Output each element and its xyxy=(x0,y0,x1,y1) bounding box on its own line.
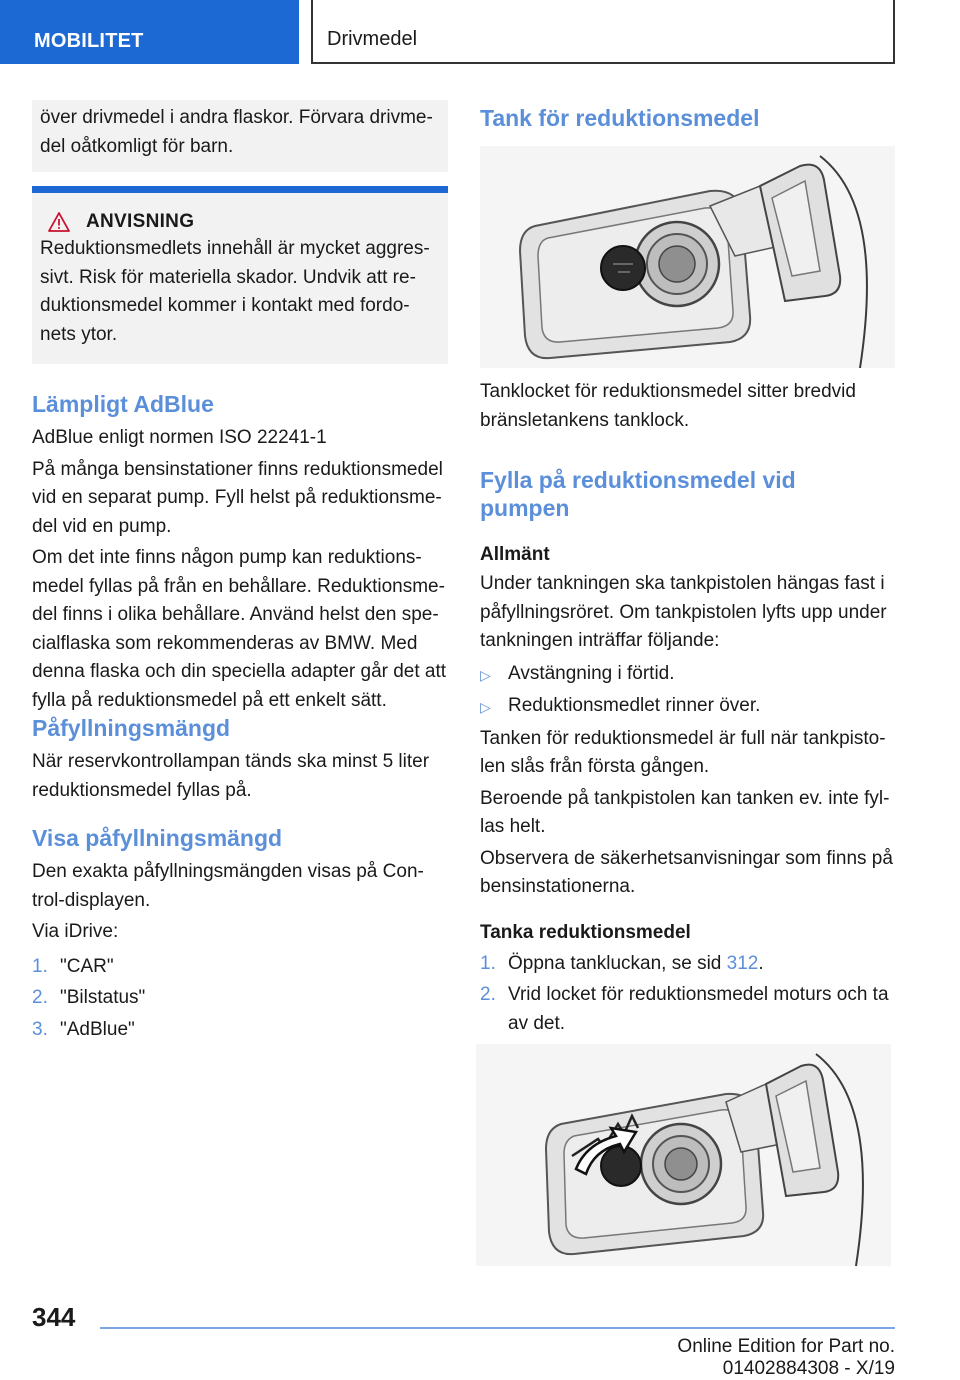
section-fill-at-pump xyxy=(480,466,896,1038)
notice-title: ANVISNING xyxy=(86,211,195,232)
tank-caption: Tanklocket för reduktionsmedel sitter bredvid bränsletankens tanklock. xyxy=(480,381,856,431)
paragraph-tank-full: Tanken för reduktionsmedel är full när tankpisto-len slås från första gången. xyxy=(480,727,886,777)
tank-cap-illustration xyxy=(480,146,895,368)
heading-fill-amount: Påfyllningsmängd xyxy=(32,715,231,741)
remove-cap-illustration xyxy=(476,1044,891,1266)
figure-tank-cap xyxy=(480,146,895,368)
step-text xyxy=(508,950,764,979)
list-item xyxy=(480,981,896,1038)
heading-show-fill-amount: Visa påfyllningsmängd xyxy=(32,825,283,851)
step-number: 1. xyxy=(32,955,48,977)
list-item xyxy=(32,1016,448,1045)
section-fill-amount xyxy=(32,714,448,805)
bullet-triangle-icon: ▷ xyxy=(480,666,491,683)
warning-triangle-icon xyxy=(48,212,70,232)
list-item xyxy=(32,953,448,982)
header-chapter-label: Drivmedel xyxy=(327,28,418,50)
header-chapter-tab xyxy=(311,0,895,64)
figure-remove-cap xyxy=(476,1044,891,1266)
step-text: "Bilstatus" xyxy=(60,987,146,1008)
continued-warning-box xyxy=(32,100,448,172)
paragraph-safety: Observera de säkerhetsanvisningar som finns på bensinstationerna. xyxy=(480,847,893,897)
list-item xyxy=(32,984,448,1013)
page-number: 344 xyxy=(32,1302,76,1332)
step-text: "CAR" xyxy=(60,955,114,977)
paragraph-fill-amount: När reservkontrollampan tänds ska minst 5 liter reduktionsmedel fyllas på. xyxy=(32,751,430,801)
section-show-fill-amount xyxy=(32,824,448,1044)
step-number: 3. xyxy=(32,1018,48,1040)
bullet-triangle-icon: ▷ xyxy=(480,699,491,715)
page-reference-link[interactable]: 312 xyxy=(726,952,759,974)
idrive-steps xyxy=(32,953,448,1045)
bullet-text: Avstängning i förtid. xyxy=(508,662,675,684)
heading-line-2: pumpen xyxy=(480,495,570,521)
heading-adblue: Lämpligt AdBlue xyxy=(32,391,214,417)
list-item xyxy=(480,660,896,690)
paragraph-idrive: Via iDrive: xyxy=(32,921,119,942)
paragraph-pump: På många bensinstationer finns reduktionsmedel vid en separat pump. Fyll helst på reduktionsme-del vid en pump. xyxy=(32,458,443,537)
paragraph-container: Om det inte finns någon pump kan reduktions-medel fyllas på från en behållare. Reduktionsme-del finns i olika behållare. Använd helst den spe-cialflaska som rekommenderas av BMW. Med denna flaska och din speciella adapter går det att fylla på reduktionsmedel på ett enkelt sätt. xyxy=(32,547,447,711)
continued-warning-text: över drivmedel i andra flaskor. Förvara drivme-del oåtkomligt för barn. xyxy=(40,107,433,157)
step-text-main: Öppna tankluckan, se sid xyxy=(508,952,727,974)
subheading-general: Allmänt xyxy=(480,544,550,565)
heading-fill-at-pump xyxy=(480,466,896,522)
consequence-list xyxy=(480,660,896,722)
heading-tank: Tank för reduktionsmedel xyxy=(480,105,760,131)
step-text-end: . xyxy=(758,952,764,974)
refuel-steps xyxy=(480,950,896,1039)
paragraph-nozzle: Under tankningen ska tankpistolen hängas fast i påfyllningsröret. Om tankpistolen lyfts upp under tankningen inträffar följande: xyxy=(480,573,887,651)
subheading-refuel: Tanka reduktionsmedel xyxy=(480,921,691,943)
step-text: "AdBlue" xyxy=(60,1018,135,1040)
step-number: 1. xyxy=(480,952,496,974)
footer-divider xyxy=(100,1327,895,1329)
list-item xyxy=(480,950,896,979)
notice-text: Reduktionsmedlets innehåll är mycket aggres-sivt. Risk för materiella skador. Undvik att re-duktionsmedel kommer i kontakt med fordo-nets ytor. xyxy=(40,238,430,345)
paragraph-display: Den exakta påfyllningsmängden visas på Con-trol-displayen. xyxy=(32,861,424,911)
step-text: Vrid locket för reduktionsmedel moturs och ta av det. xyxy=(508,984,889,1034)
footer-edition: Online Edition for Part no. 01402884308 - X/19 xyxy=(677,1336,895,1379)
header-section-tab xyxy=(0,0,299,64)
step-number: 2. xyxy=(32,987,48,1008)
tank-caption-block xyxy=(480,378,896,435)
notice-box xyxy=(32,186,448,364)
step-number: 2. xyxy=(480,984,496,1005)
section-tank xyxy=(480,104,896,132)
list-item xyxy=(480,692,896,722)
bullet-text: Reduktionsmedlet rinner över. xyxy=(508,695,761,716)
heading-line-1: Fylla på reduktionsmedel vid xyxy=(480,467,796,493)
paragraph-iso: AdBlue enligt normen ISO 22241-1 xyxy=(32,427,327,448)
notice-heading xyxy=(48,211,440,233)
paragraph-nozzle-dependent: Beroende på tankpistolen kan tanken ev. inte fyl-las helt. xyxy=(480,787,890,837)
header-section-label: MOBILITET xyxy=(34,30,144,52)
section-adblue xyxy=(32,390,448,715)
